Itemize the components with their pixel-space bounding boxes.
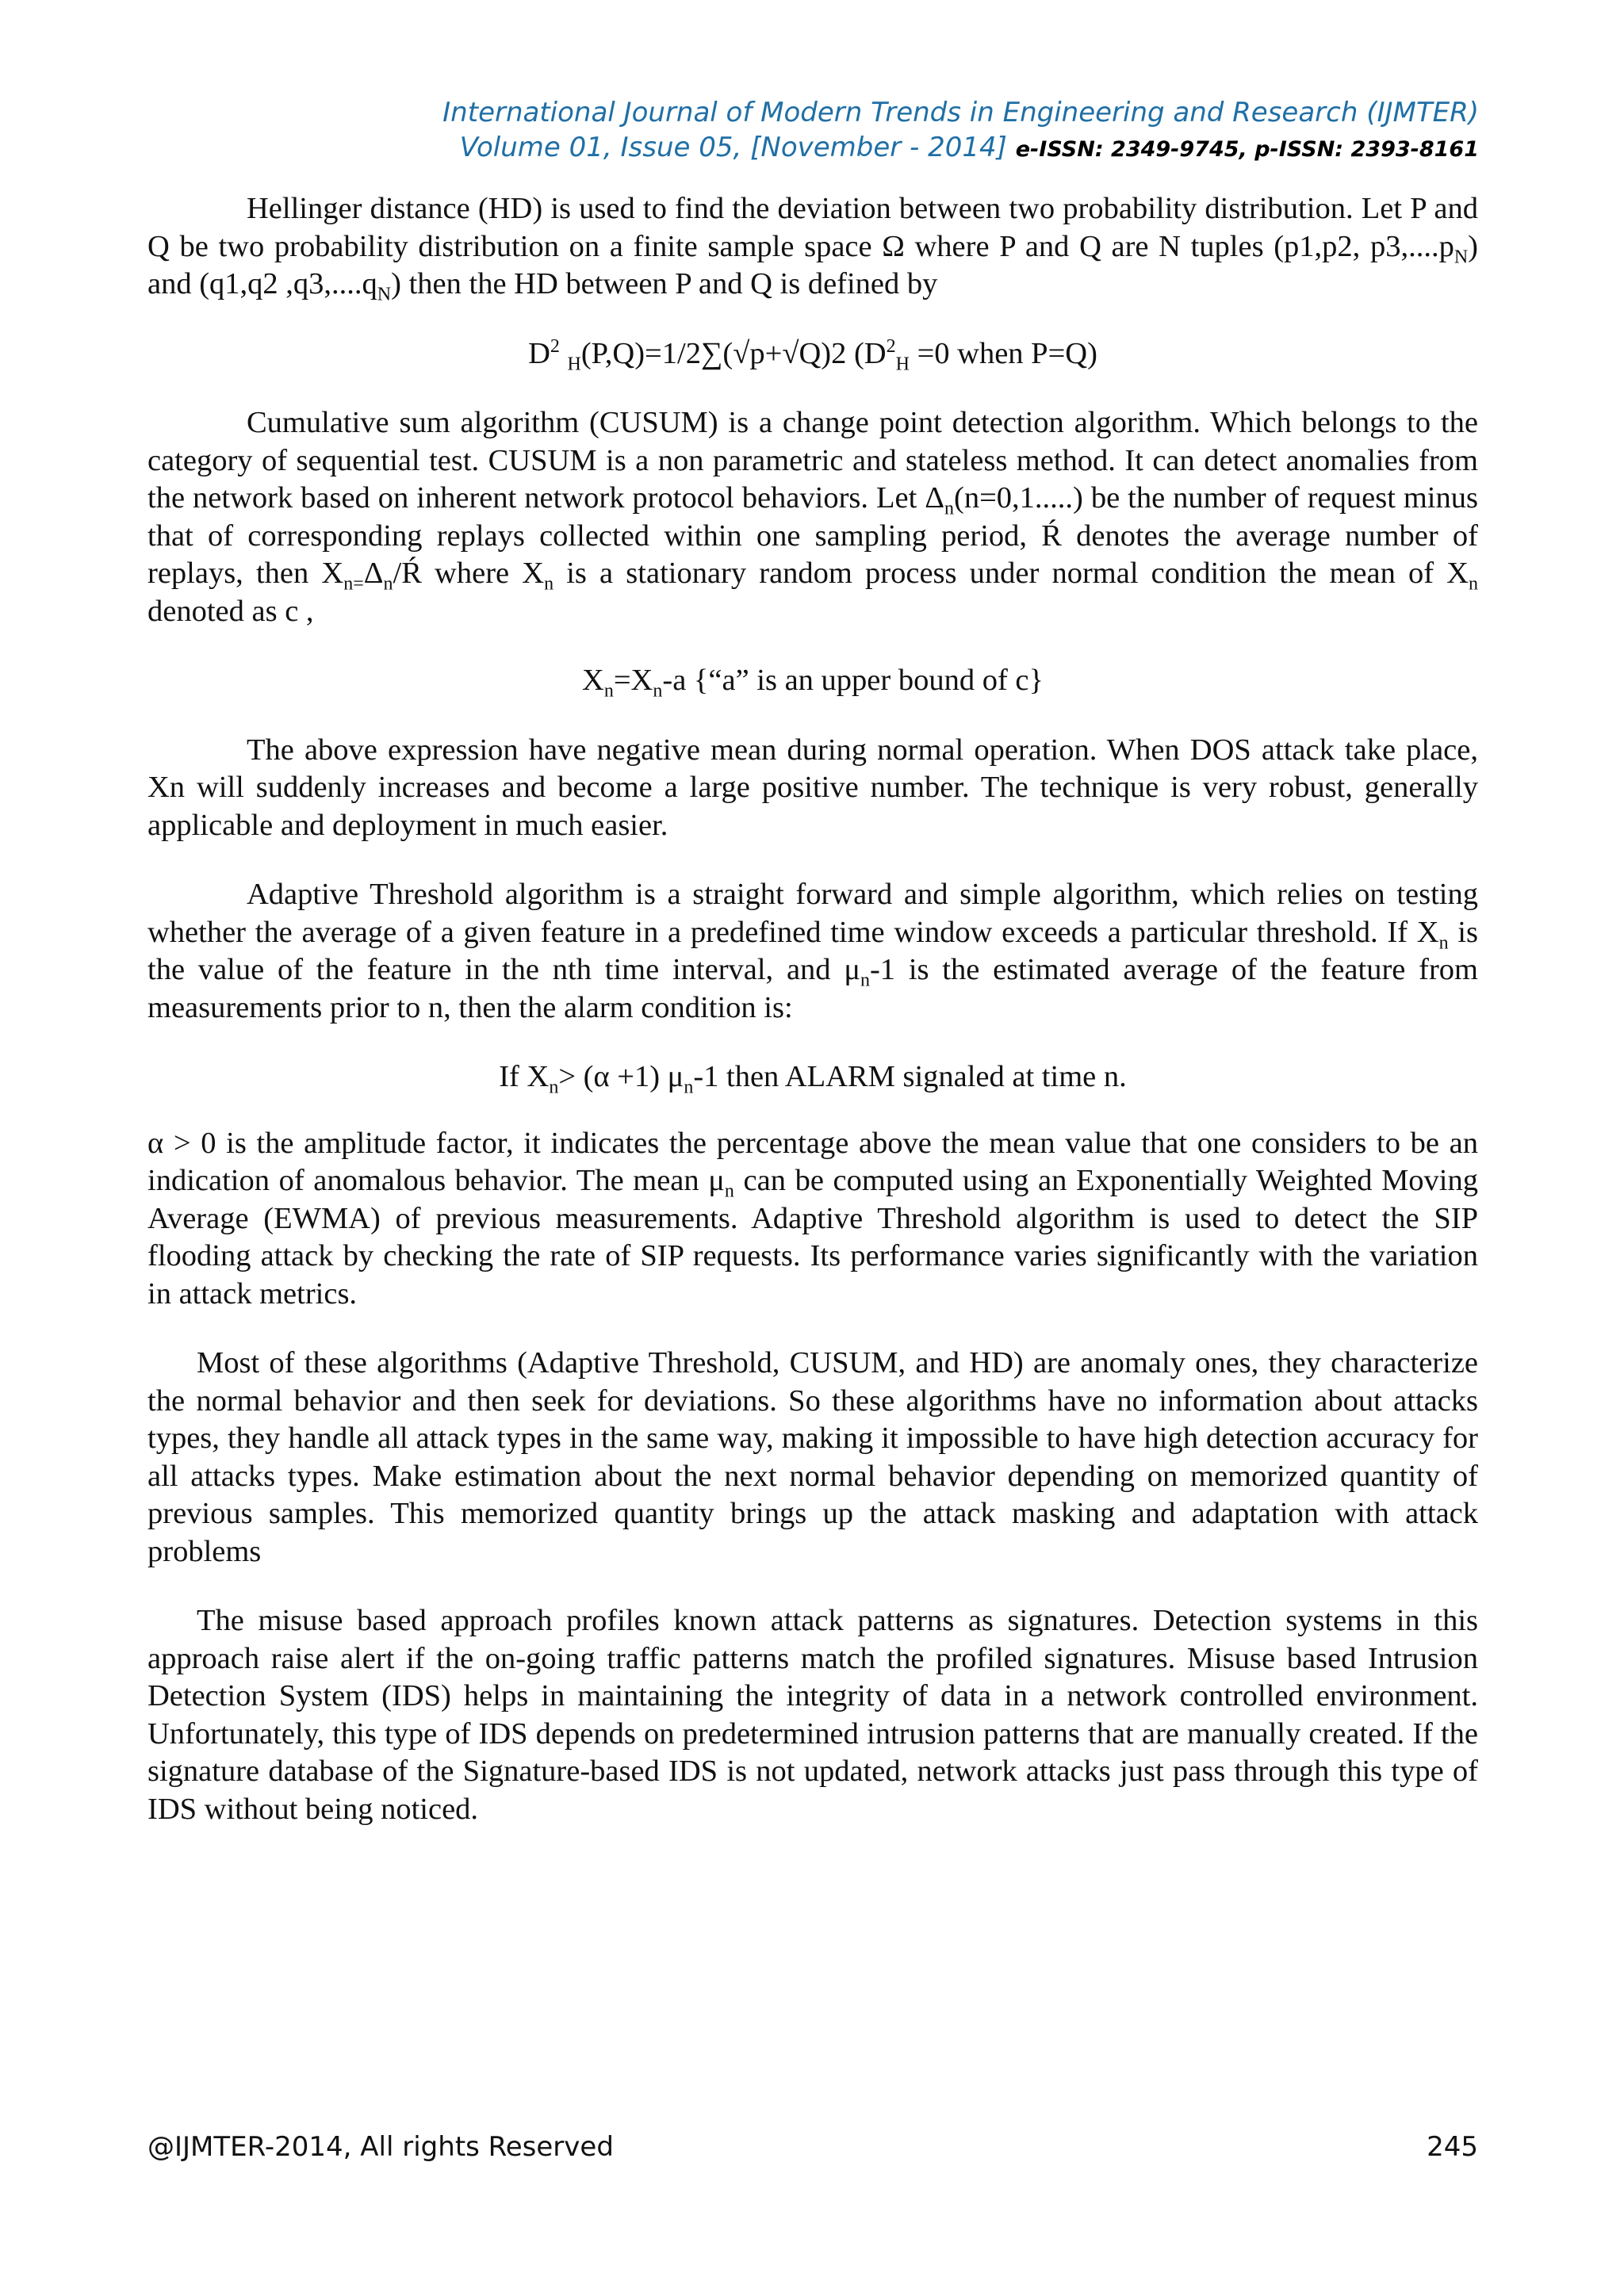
page-footer — [147, 2131, 1478, 2163]
equation-hellinger: $D^2$ $_H$(P,Q)=1/2∑(√p+√Q)2 ($D^2_H =0$ when P=Q) — [528, 335, 1097, 375]
journal-volume-line — [147, 130, 1479, 167]
paragraph-adaptive-threshold: Adaptive Threshold algorithm is a straight forward and simple algorithm, which relies on testing whether the average of a given feature in a predefined time window exceeds a particular threshold. If $X_n$ is the value of the feature in the nth time interval, and $\mu_n-1$ is the estimated average of the feature from measurements prior to n, then the alarm condition is: — [147, 878, 1478, 1024]
paragraph-negative-mean: The above expression have negative mean during normal operation. When DOS attack take place, Xn will suddenly increases and become a large positive number. The technique is very robust, generally applicable and deployment in much easier. — [147, 733, 1478, 842]
article-body — [147, 190, 1478, 1828]
paragraph-misuse-approach: The misuse based approach profiles known attack patterns as signatures. Detection systems in this approach raise alert if the on-going traffic patterns match the profiled signatures. Misuse based Intrusion Detection System (IDS) helps in maintaining the integrity of data in a network controlled environment. Unfortunately, this type of IDS depends on predetermined intrusion patterns that are manually created. If the signature database of the Signature-based IDS is not updated, network attacks just pass through this type of IDS without being noticed. — [147, 1604, 1478, 1826]
journal-issn: e-ISSN: 2349-9745, p-ISSN: 2393-8161 — [1015, 137, 1479, 162]
paragraph-anomaly-algorithms: Most of these algorithms (Adaptive Threshold, CUSUM, and HD) are anomaly ones, they characterize the normal behavior and then seek for deviations. So these algorithms have no information about attacks types, they handle all attack types in the same way, making it impossible to have high detection accuracy for all attacks types. Make estimation about the next normal behavior depending on memorized quantity of previous samples. This memorized quantity brings up the attack masking and adaptation with attack problems — [147, 1346, 1478, 1568]
page-header — [147, 95, 1479, 167]
paragraph-amplitude-factor: α > 0 is the amplitude factor, it indicates the percentage above the mean value that one considers to be an indication of anomalous behavior. The mean $\mu_n$ can be computed using an Exponentially Weighted Moving Average (EWMA) of previous measurements. Adaptive Threshold algorithm is used to detect the SIP flooding attack by checking the rate of SIP requests. Its performance varies significantly with the variation in attack metrics. — [147, 1126, 1478, 1311]
journal-title: International Journal of Modern Trends in Engineering and Research (IJMTER) — [442, 97, 1479, 128]
paragraph-hellinger: Hellinger distance (HD) is used to find the deviation between two probability distribution. Let P and Q be two probability distribution on a finite sample space Ω where P and Q are N tuples (p1,p2, $p3,....p_N$) and (q1,q2 $,q3,....q_N$) then the HD between P and Q is defined by — [147, 192, 1478, 305]
journal-volume: Volume 01, Issue 05, [November - 2014] — [459, 132, 1007, 163]
page-number: 245 — [1427, 2131, 1478, 2163]
footer-copyright: @IJMTER-2014, All rights Reserved — [147, 2131, 614, 2163]
paragraph-cusum: Cumulative sum algorithm (CUSUM) is a change point detection algorithm. Which belongs to the category of sequential test. CUSUM is a non parametric and stateless method. It can detect anomalies from the network based on inherent network protocol behaviors. Let $\Delta_n(n=0,1.....)$ be the number of request minus that of corresponding replays collected within one sampling period, Ŕ denotes the average number of replays, then $X_{n=}\Delta_n/Ŕ$ where $X_n$ is a stationary random process under normal condition the mean of $X_n$ denoted as c , — [147, 406, 1479, 628]
equation-alarm: If $X_n> (\alpha +1)$ $\mu_n-1$ then ALARM signaled at time n. — [499, 1060, 1127, 1098]
equation-cusum: $X_n=X_n-a$ {“a” is an upper bound of c} — [582, 664, 1044, 702]
